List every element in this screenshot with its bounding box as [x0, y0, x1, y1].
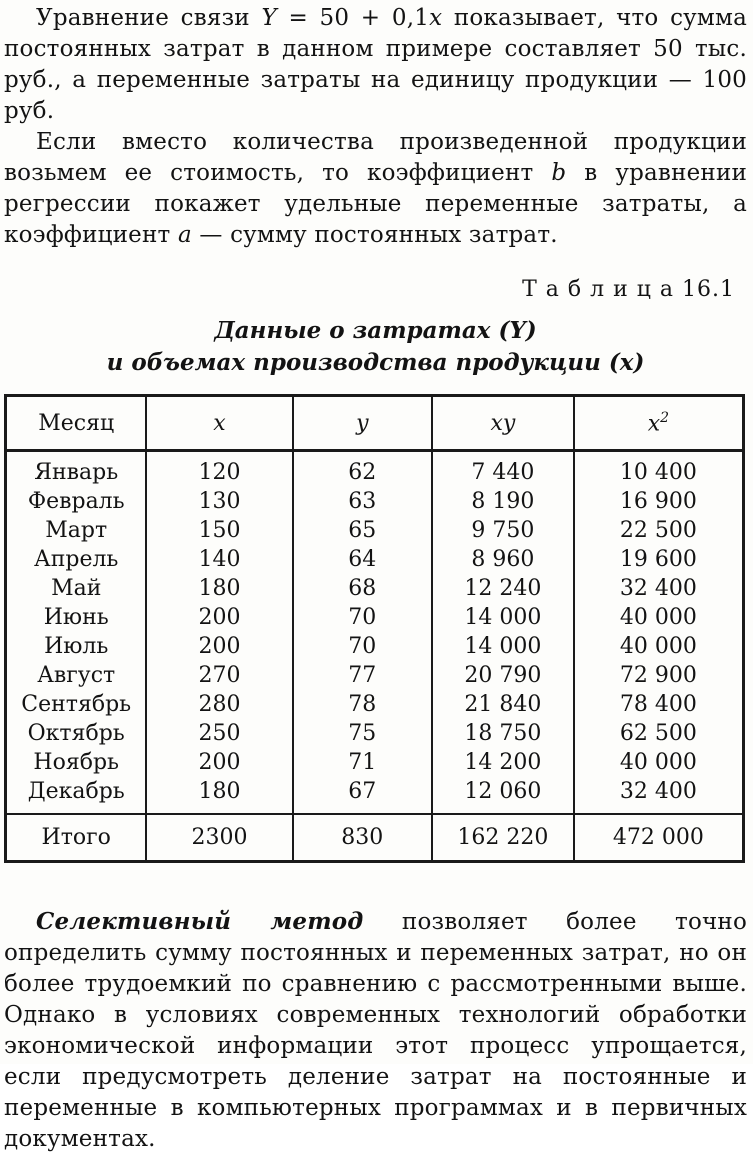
table-cell: 200: [146, 603, 292, 632]
table-cell: Апрель: [6, 545, 147, 574]
table-cell: 22 500: [574, 516, 744, 545]
table-title-line2: и объемах производства продукции (x): [106, 349, 645, 376]
total-row: [6, 814, 744, 862]
text-segment: показывает, что сумма постоянных затрат в данном примере составляет 50 тыс. руб., а переменные затраты на единицу продукции — 100 руб.: [4, 5, 747, 124]
table-cell: 64: [293, 545, 432, 574]
text-segment: x: [429, 5, 443, 31]
text-segment: Если вместо количества произведенной продукции возьмем ее стоимость, то коэффициент: [4, 129, 747, 186]
header-cell-0: Месяц: [6, 396, 147, 451]
header-cell-2: y: [293, 396, 432, 451]
table-row: [6, 487, 744, 516]
table-cell: 8 190: [432, 487, 574, 516]
text-segment: в уравнении регрессии покажет удельные переменные затраты, а коэффициент: [4, 160, 748, 248]
table-cell: Август: [6, 661, 147, 690]
text-segment: — сумму постоянных затрат.: [191, 222, 558, 248]
text-segment: Селективный метод: [36, 908, 364, 935]
table-title-line1: Данные о затратах (Y): [214, 317, 537, 344]
table-cell: 68: [293, 574, 432, 603]
text-segment: = 50 + 0,1: [276, 5, 430, 31]
table-row: [6, 719, 744, 748]
costs-volumes-table: [4, 394, 745, 863]
table-cell: Февраль: [6, 487, 147, 516]
table-cell: 16 900: [574, 487, 744, 516]
table-cell: 7 440: [432, 451, 574, 488]
table-cell: 9 750: [432, 516, 574, 545]
table-cell: Октябрь: [6, 719, 147, 748]
table-cell: 150: [146, 516, 292, 545]
table-cell: 270: [146, 661, 292, 690]
header-cell-3: xy: [432, 396, 574, 451]
table-cell: 250: [146, 719, 292, 748]
table-cell: 20 790: [432, 661, 574, 690]
table-row: [6, 516, 744, 545]
table-cell: 65: [293, 516, 432, 545]
total-cell: 2300: [146, 814, 292, 862]
paragraph-coefficients: [4, 127, 747, 251]
table-cell: Июнь: [6, 603, 147, 632]
table-cell: 12 240: [432, 574, 574, 603]
total-cell: 162 220: [432, 814, 574, 862]
table-cell: Ноябрь: [6, 748, 147, 777]
table-cell: Май: [6, 574, 147, 603]
table-cell: 75: [293, 719, 432, 748]
text-segment: Y: [261, 5, 277, 31]
table-cell: 67: [293, 777, 432, 814]
table-cell: 21 840: [432, 690, 574, 719]
table-cell: 70: [293, 603, 432, 632]
table-header-row: [6, 396, 744, 451]
table-cell: 62 500: [574, 719, 744, 748]
table-cell: 78 400: [574, 690, 744, 719]
table-cell: 77: [293, 661, 432, 690]
table-cell: 63: [293, 487, 432, 516]
table-cell: 62: [293, 451, 432, 488]
text-segment: a: [177, 222, 192, 248]
table-cell: 14 000: [432, 603, 574, 632]
table-cell: Сентябрь: [6, 690, 147, 719]
table-cell: 19 600: [574, 545, 744, 574]
table-row: [6, 661, 744, 690]
table-row: [6, 545, 744, 574]
table-cell: 71: [293, 748, 432, 777]
table-cell: Декабрь: [6, 777, 147, 814]
paragraph-selective-method: [4, 906, 747, 1155]
table-cell: 72 900: [574, 661, 744, 690]
table-cell: 140: [146, 545, 292, 574]
header-cell-4: $x^2$: [574, 396, 744, 451]
table-body: [6, 451, 744, 815]
table-row: [6, 603, 744, 632]
table-cell: 18 750: [432, 719, 574, 748]
table-title: [4, 315, 747, 379]
table-total-row: [6, 814, 744, 862]
table-cell: 180: [146, 777, 292, 814]
table-cell: 200: [146, 748, 292, 777]
table-cell: 12 060: [432, 777, 574, 814]
table-cell: 40 000: [574, 603, 744, 632]
table-cell: 14 000: [432, 632, 574, 661]
table-row: [6, 632, 744, 661]
total-cell: 472 000: [574, 814, 744, 862]
table-cell: 10 400: [574, 451, 744, 488]
table-cell: Март: [6, 516, 147, 545]
table-cell: 130: [146, 487, 292, 516]
table-row: [6, 451, 744, 488]
table-row: [6, 748, 744, 777]
table-cell: Июль: [6, 632, 147, 661]
table-cell: 280: [146, 690, 292, 719]
table-cell: 8 960: [432, 545, 574, 574]
table-cell: 70: [293, 632, 432, 661]
table-cell: Январь: [6, 451, 147, 488]
table-cell: 120: [146, 451, 292, 488]
table-cell: 180: [146, 574, 292, 603]
table-cell: 32 400: [574, 777, 744, 814]
header-cell-1: x: [146, 396, 292, 451]
table-cell: 40 000: [574, 632, 744, 661]
total-cell: 830: [293, 814, 432, 862]
text-segment: Уравнение связи: [36, 5, 262, 31]
table-row: [6, 777, 744, 814]
table-cell: 14 200: [432, 748, 574, 777]
table-caption-number: Т а б л и ц а 16.1: [522, 277, 735, 302]
text-segment: позволяет более точно определить сумму постоянных и переменных затрат, но он более трудоемкий по сравнению с рассмотренными выше. Однако в условиях современных технологий обработки экономической информации этот процесс упрощается, если предусмотреть деление затрат на постоянные и переменные в компьютерных программах и в первичных документах.: [4, 909, 747, 1152]
text-segment: b: [551, 160, 567, 186]
table-row: [6, 690, 744, 719]
table-cell: 200: [146, 632, 292, 661]
paragraph-equation: [4, 3, 747, 127]
table-cell: 78: [293, 690, 432, 719]
table-cell: 32 400: [574, 574, 744, 603]
total-cell: Итого: [6, 814, 147, 862]
table-row: [6, 574, 744, 603]
table-cell: 40 000: [574, 748, 744, 777]
